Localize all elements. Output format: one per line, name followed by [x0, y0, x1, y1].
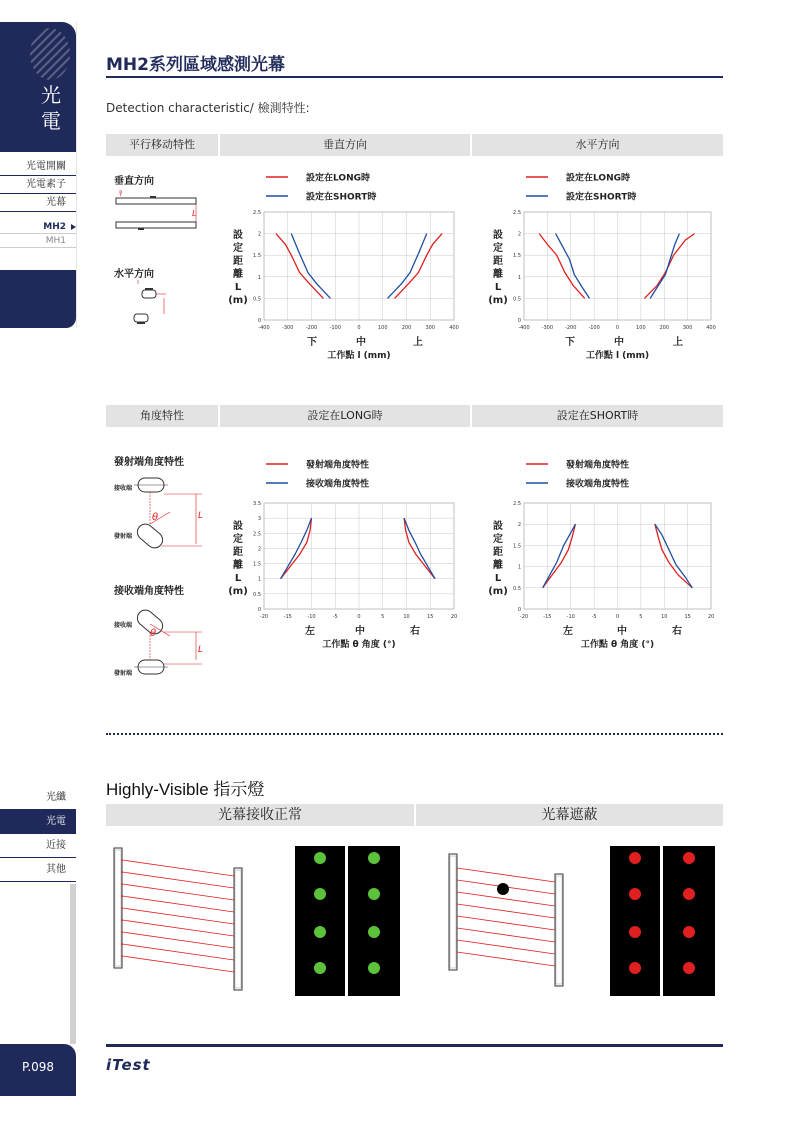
- series-line-red: [539, 234, 585, 299]
- label-receiver-end-2: 接收端: [114, 622, 133, 629]
- x-tick-label: 5: [381, 614, 385, 620]
- y-tick-label: 0.5: [513, 585, 521, 592]
- x-tick-label: -10: [307, 614, 316, 620]
- x-tick-label: 20: [707, 614, 715, 620]
- y-axis-label-char: 定: [233, 243, 243, 254]
- sidebar-menu: [0, 158, 76, 248]
- direction-label: 中: [356, 337, 366, 348]
- y-axis-label-char: (m): [228, 295, 248, 306]
- bar-blocked: 光幕遮蔽: [416, 804, 723, 826]
- y-axis-label-char: L: [234, 573, 242, 584]
- chart-horizontal-direction: [486, 150, 723, 365]
- y-tick-label: 1.5: [513, 253, 521, 260]
- emitter-sensor: [142, 290, 156, 298]
- svg-text:l: l: [120, 190, 122, 198]
- chart-angle-long: [226, 450, 470, 655]
- x-tick-label: 15: [427, 614, 434, 620]
- series-line-red: [395, 234, 443, 299]
- green-led-indicator: [368, 888, 380, 900]
- red-led-indicator: [629, 962, 641, 974]
- L-label-2: L: [198, 645, 204, 655]
- direction-label: 左: [563, 626, 573, 637]
- y-tick-label: 2.5: [253, 531, 261, 538]
- svg-text:L: L: [192, 209, 197, 218]
- red-led-indicator: [683, 926, 695, 938]
- y-axis-label-char: (m): [488, 295, 508, 306]
- receiver-bar: [116, 222, 196, 228]
- series-line-red: [644, 234, 694, 299]
- green-led-indicator: [314, 962, 326, 974]
- y-tick-label: 0.5: [513, 296, 521, 303]
- sidebar-item-fiber[interactable]: 光纖: [0, 786, 76, 810]
- y-axis-label-char: 定: [233, 534, 243, 545]
- red-led-indicator: [683, 852, 695, 864]
- x-axis-label: 工作點 l (mm): [585, 351, 650, 361]
- x-tick-label: -20: [519, 614, 529, 620]
- led-panel-normal: [295, 846, 402, 996]
- x-tick-label: 20: [450, 614, 458, 620]
- x-tick-label: 15: [684, 614, 691, 620]
- bar-angle-characteristic: 角度特性: [106, 405, 218, 427]
- legend-label: 接收端角度特性: [306, 479, 370, 490]
- y-tick-label: 2: [517, 231, 521, 238]
- decorative-pattern: [30, 28, 70, 80]
- brand-logo: iTest: [106, 1056, 151, 1074]
- y-axis-label-char: L: [494, 573, 502, 584]
- series-line-blue: [655, 524, 692, 588]
- section-divider: [106, 733, 723, 735]
- x-tick-label: -15: [543, 614, 552, 620]
- y-tick-label: 3: [257, 516, 261, 523]
- legend-label: 設定在LONG時: [566, 173, 630, 184]
- x-tick-label: 0: [357, 325, 361, 331]
- series-line-blue: [556, 234, 590, 299]
- emitter-bar: [116, 198, 196, 204]
- x-tick-label: -15: [283, 614, 292, 620]
- y-axis-label-char: 定: [493, 534, 503, 545]
- x-tick-label: 5: [639, 614, 643, 620]
- sidebar-sub-mh2[interactable]: [0, 220, 76, 234]
- x-tick-label: 10: [661, 614, 668, 620]
- sidebar-item-photoelectric[interactable]: 光電: [0, 810, 76, 834]
- page-title: MH2系列區域感測光幕: [106, 55, 285, 75]
- arrow-right-icon: [71, 224, 76, 230]
- bar-vertical-direction: 垂直方向: [220, 134, 470, 156]
- x-tick-label: -5: [332, 614, 338, 620]
- bar-horizontal-direction: 水平方向: [472, 134, 723, 156]
- x-tick-label: 0: [615, 614, 620, 620]
- y-tick-label: 1: [517, 564, 521, 571]
- sidebar-item-photoelectric-element[interactable]: 光電素子: [0, 176, 76, 194]
- bar-parallel-movement: 平行移动特性: [106, 134, 218, 156]
- y-tick-label: 2: [257, 231, 261, 238]
- label-horizontal-direction: 水平方向: [114, 269, 154, 280]
- x-tick-label: -400: [258, 325, 270, 331]
- direction-label: 上: [673, 337, 683, 348]
- direction-label: 中: [617, 626, 627, 637]
- x-tick-label: 10: [403, 614, 410, 620]
- green-led-indicator: [314, 852, 326, 864]
- green-led-indicator: [314, 926, 326, 938]
- y-axis-label-char: (m): [228, 586, 248, 597]
- direction-label: 中: [355, 626, 365, 637]
- x-tick-label: -5: [591, 614, 597, 620]
- sidebar-sub-mh2-label: MH2: [43, 222, 66, 232]
- sidebar-item-light-curtain[interactable]: 光幕: [0, 194, 76, 212]
- y-axis-label-char: 設: [493, 521, 503, 532]
- direction-label: 上: [413, 337, 423, 348]
- parallel-movement-diagram: [108, 190, 216, 330]
- footer-divider: [106, 1044, 723, 1047]
- sidebar-block: [0, 270, 76, 328]
- theta-label-2: θ: [150, 628, 157, 639]
- direction-label: 下: [307, 337, 317, 348]
- x-tick-label: -200: [565, 325, 577, 331]
- direction-label: 右: [672, 626, 682, 637]
- legend-label: 接收端角度特性: [566, 479, 630, 490]
- y-tick-label: 0.5: [253, 296, 261, 303]
- x-tick-label: 100: [636, 325, 646, 331]
- label-receiver-angle: 接收端角度特性: [114, 586, 184, 597]
- label-emitter-angle: 發射端角度特性: [114, 457, 184, 468]
- y-tick-label: 2.5: [253, 210, 261, 216]
- x-tick-label: 200: [401, 325, 412, 331]
- legend-label: 設定在SHORT時: [566, 192, 637, 203]
- red-led-indicator: [629, 852, 641, 864]
- x-tick-label: -100: [588, 325, 600, 331]
- y-axis-label-char: 設: [233, 230, 243, 241]
- x-tick-label: -20: [259, 614, 269, 620]
- indicator-title: [106, 775, 264, 800]
- y-tick-label: 0.5: [253, 591, 261, 598]
- indicator-title-en: Highly-Visible: [106, 780, 214, 799]
- section-tab[interactable]: [0, 22, 76, 152]
- x-tick-label: -300: [541, 325, 554, 331]
- y-axis-label-char: 距: [493, 256, 503, 267]
- red-led-indicator: [683, 888, 695, 900]
- bar-long-setting: 設定在LONG時: [220, 405, 470, 427]
- y-tick-label: 2: [517, 522, 521, 529]
- y-tick-label: 1.5: [253, 253, 261, 260]
- x-tick-label: -300: [282, 325, 294, 331]
- y-axis-label-char: 定: [493, 243, 503, 254]
- y-tick-label: 0: [257, 607, 261, 613]
- x-tick-label: 100: [377, 325, 388, 331]
- y-tick-label: 3.5: [253, 501, 261, 507]
- y-tick-label: 1: [257, 576, 261, 583]
- page-number: P.098: [0, 1044, 76, 1096]
- direction-label: 右: [410, 626, 420, 637]
- legend-label: 發射端角度特性: [566, 460, 630, 471]
- obstacle-object: [497, 883, 509, 895]
- direction-label: 中: [614, 337, 624, 348]
- L-label-1: L: [198, 511, 204, 521]
- receiver-sensor: [134, 314, 148, 322]
- y-axis-label-char: (m): [488, 586, 508, 597]
- y-tick-label: 1: [257, 274, 261, 281]
- light-curtain-blocked-diagram: [445, 850, 575, 990]
- y-tick-label: 2.5: [513, 210, 521, 216]
- bar-short-setting: 設定在SHORT時: [472, 405, 723, 427]
- red-led-indicator: [629, 888, 641, 900]
- green-led-indicator: [314, 888, 326, 900]
- theta-label-1: θ: [152, 512, 159, 523]
- y-tick-label: 2.5: [513, 501, 521, 507]
- label-receiver-end-1: 接收端: [114, 485, 133, 492]
- y-axis-label-char: 距: [233, 547, 243, 558]
- x-tick-label: -10: [566, 614, 575, 620]
- sidebar-item-proximity[interactable]: 近接: [0, 834, 76, 858]
- series-line-red: [276, 234, 324, 299]
- y-tick-label: 0: [517, 318, 521, 324]
- light-curtain-normal-diagram: [110, 842, 250, 994]
- x-axis-label: 工作點 θ 角度 (°): [322, 640, 396, 650]
- x-tick-label: 300: [425, 325, 436, 331]
- sidebar-sub-mh1[interactable]: MH1: [0, 234, 76, 248]
- emitter-capsule-1: [134, 521, 166, 551]
- bar-normal-reception: 光幕接收正常: [106, 804, 414, 826]
- label-vertical-direction: 垂直方向: [114, 176, 154, 187]
- x-tick-label: 200: [659, 325, 670, 331]
- y-axis-label-char: 距: [493, 547, 503, 558]
- section-title: 光電: [41, 83, 61, 133]
- label-emitter-end-1: 發射端: [114, 533, 133, 540]
- y-axis-label-char: L: [234, 282, 242, 293]
- y-tick-label: 0: [257, 318, 261, 324]
- y-axis-label-char: 距: [233, 256, 243, 267]
- chart-angle-short: [486, 450, 723, 655]
- detection-subtitle: Detection characteristic/ 檢測特性:: [106, 101, 310, 115]
- x-tick-label: 300: [682, 325, 693, 331]
- y-axis-label-char: 離: [493, 269, 503, 280]
- x-tick-label: 0: [615, 325, 620, 331]
- label-emitter-end-2: 發射端: [114, 670, 133, 677]
- red-led-indicator: [629, 926, 641, 938]
- legend-label: 發射端角度特性: [306, 460, 370, 471]
- sidebar-item-photoelectric-switch[interactable]: 光電開關: [0, 158, 76, 176]
- chart-vertical-direction: [226, 150, 470, 365]
- x-tick-label: -100: [329, 325, 341, 331]
- x-axis-label: 工作點 l (mm): [327, 351, 391, 361]
- x-tick-label: 400: [449, 325, 459, 331]
- y-tick-label: 1.5: [253, 561, 261, 568]
- x-tick-label: 400: [706, 325, 716, 331]
- y-tick-label: 2: [257, 546, 261, 553]
- legend-label: 設定在SHORT時: [306, 192, 377, 203]
- y-axis-label-char: 離: [233, 269, 243, 280]
- y-axis-label-char: 設: [493, 230, 503, 241]
- y-axis-label-char: 離: [493, 560, 503, 571]
- y-tick-label: 1.5: [513, 543, 521, 550]
- y-axis-label-char: 離: [233, 560, 243, 571]
- x-tick-label: -400: [518, 325, 530, 331]
- direction-label: 左: [305, 626, 315, 637]
- direction-label: 下: [565, 337, 575, 348]
- y-tick-label: 0: [517, 607, 521, 613]
- x-tick-label: 0: [357, 614, 361, 620]
- legend-label: 設定在LONG時: [306, 173, 370, 184]
- red-led-indicator: [683, 962, 695, 974]
- sidebar-item-other[interactable]: 其他: [0, 858, 76, 882]
- indicator-title-cjk: 指示燈: [213, 780, 265, 800]
- sidebar-bottom-menu: [0, 786, 76, 882]
- green-led-indicator: [368, 926, 380, 938]
- y-axis-label-char: 設: [233, 521, 243, 532]
- title-divider: [106, 76, 723, 78]
- angle-diagram: [130, 474, 220, 684]
- x-tick-label: -200: [305, 325, 318, 331]
- y-tick-label: 1: [517, 274, 521, 281]
- sidebar-scrollbar[interactable]: [70, 884, 76, 1044]
- green-led-indicator: [368, 852, 380, 864]
- led-panel-blocked: [610, 846, 717, 996]
- y-axis-label-char: L: [494, 282, 502, 293]
- x-axis-label: 工作點 θ 角度 (°): [580, 640, 655, 650]
- green-led-indicator: [368, 962, 380, 974]
